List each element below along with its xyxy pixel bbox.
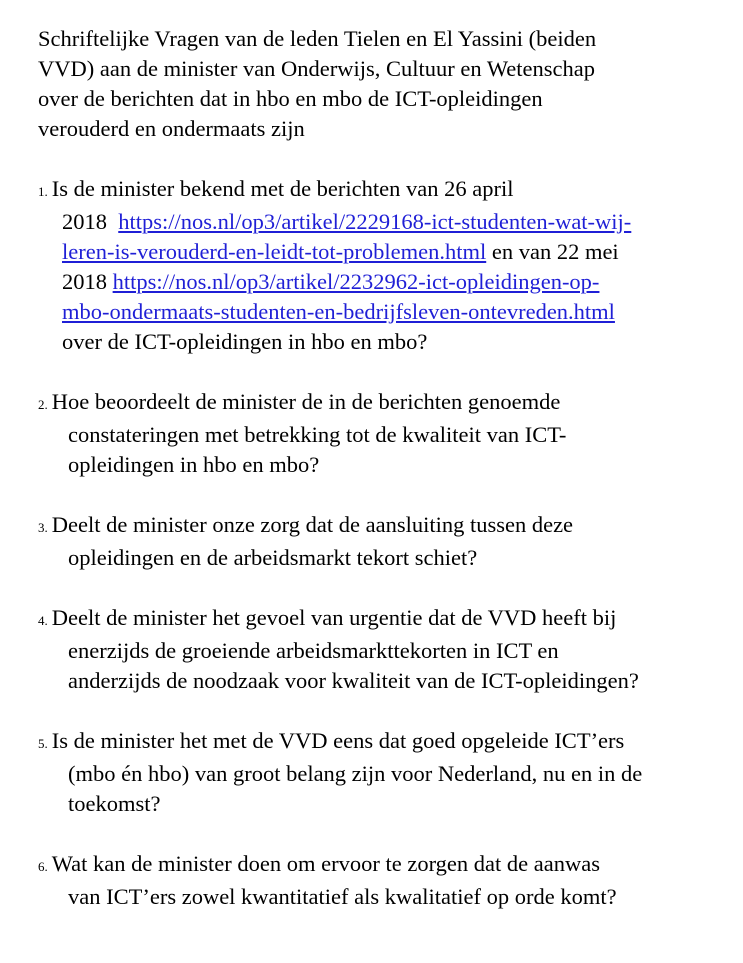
question-line: enerzijds de groeiende arbeidsmarkttekorten in ICT en (68, 638, 559, 663)
nos-article-link-1-cont[interactable]: leren-is-verouderd-en-leidt-tot-problemen.html (62, 239, 487, 264)
question-number: 5. (38, 736, 48, 751)
question-line (38, 726, 733, 759)
question-text: Wat kan de minister doen om ervoor te zorgen dat de aanwas (51, 851, 600, 876)
title-line: VVD) aan de minister van Onderwijs, Cultuur en Wetenschap (38, 56, 596, 81)
question-text: Deelt de minister onze zorg dat de aansluiting tussen deze (51, 512, 574, 537)
question-text: en van 22 mei (486, 239, 619, 264)
question-number: 1. (38, 184, 48, 199)
question-text: 2018 (62, 209, 119, 234)
question-line (38, 237, 733, 267)
title-line: Schriftelijke Vragen van de leden Tielen en El Yassini (beiden (38, 26, 597, 51)
question-line: over de ICT-opleidingen in hbo en mbo? (62, 329, 428, 354)
question-line: anderzijds de noodzaak voor kwaliteit van de ICT-opleidingen? (68, 668, 639, 693)
question-line (38, 510, 733, 543)
question-line (38, 267, 733, 297)
question-number: 2. (38, 397, 48, 412)
question-line: toekomst? (68, 791, 161, 816)
question-line (38, 207, 733, 237)
nos-article-link-2[interactable]: https://nos.nl/op3/artikel/2232962-ict-opleidingen-op- (112, 269, 600, 294)
question-5 (38, 726, 733, 819)
question-line (38, 297, 733, 327)
question-line: opleidingen in hbo en mbo? (68, 452, 320, 477)
question-line (38, 849, 733, 882)
question-4 (38, 603, 733, 696)
question-line: opleidingen en de arbeidsmarkt tekort schiet? (68, 545, 478, 570)
question-line (38, 387, 733, 420)
question-6 (38, 849, 733, 912)
question-number: 4. (38, 613, 48, 628)
question-line: van ICT’ers zowel kwantitatief als kwalitatief op orde komt? (68, 884, 617, 909)
question-text: 2018 (62, 269, 113, 294)
question-2 (38, 387, 733, 480)
question-line: (mbo én hbo) van groot belang zijn voor Nederland, nu en in de (68, 761, 643, 786)
question-line (38, 603, 733, 636)
question-number: 3. (38, 520, 48, 535)
question-line (38, 174, 733, 207)
question-number: 6. (38, 859, 48, 874)
question-text: Is de minister het met de VVD eens dat goed opgeleide ICT’ers (51, 728, 625, 753)
question-line: constateringen met betrekking tot de kwaliteit van ICT- (68, 422, 567, 447)
document-title (38, 24, 733, 144)
question-1 (38, 174, 733, 357)
nos-article-link-2-cont[interactable]: mbo-ondermaats-studenten-en-bedrijfsleven-ontevreden.html (62, 299, 615, 324)
title-line: verouderd en ondermaats zijn (38, 116, 305, 141)
question-text: Hoe beoordeelt de minister de in de berichten genoemde (51, 389, 561, 414)
question-3 (38, 510, 733, 573)
title-line: over de berichten dat in hbo en mbo de ICT-opleidingen (38, 86, 543, 111)
document-page (38, 24, 733, 942)
question-text: Deelt de minister het gevoel van urgentie dat de VVD heeft bij (51, 605, 617, 630)
nos-article-link-1[interactable]: https://nos.nl/op3/artikel/2229168-ict-studenten-wat-wij- (118, 209, 632, 234)
question-text: Is de minister bekend met de berichten van 26 april (51, 176, 514, 201)
